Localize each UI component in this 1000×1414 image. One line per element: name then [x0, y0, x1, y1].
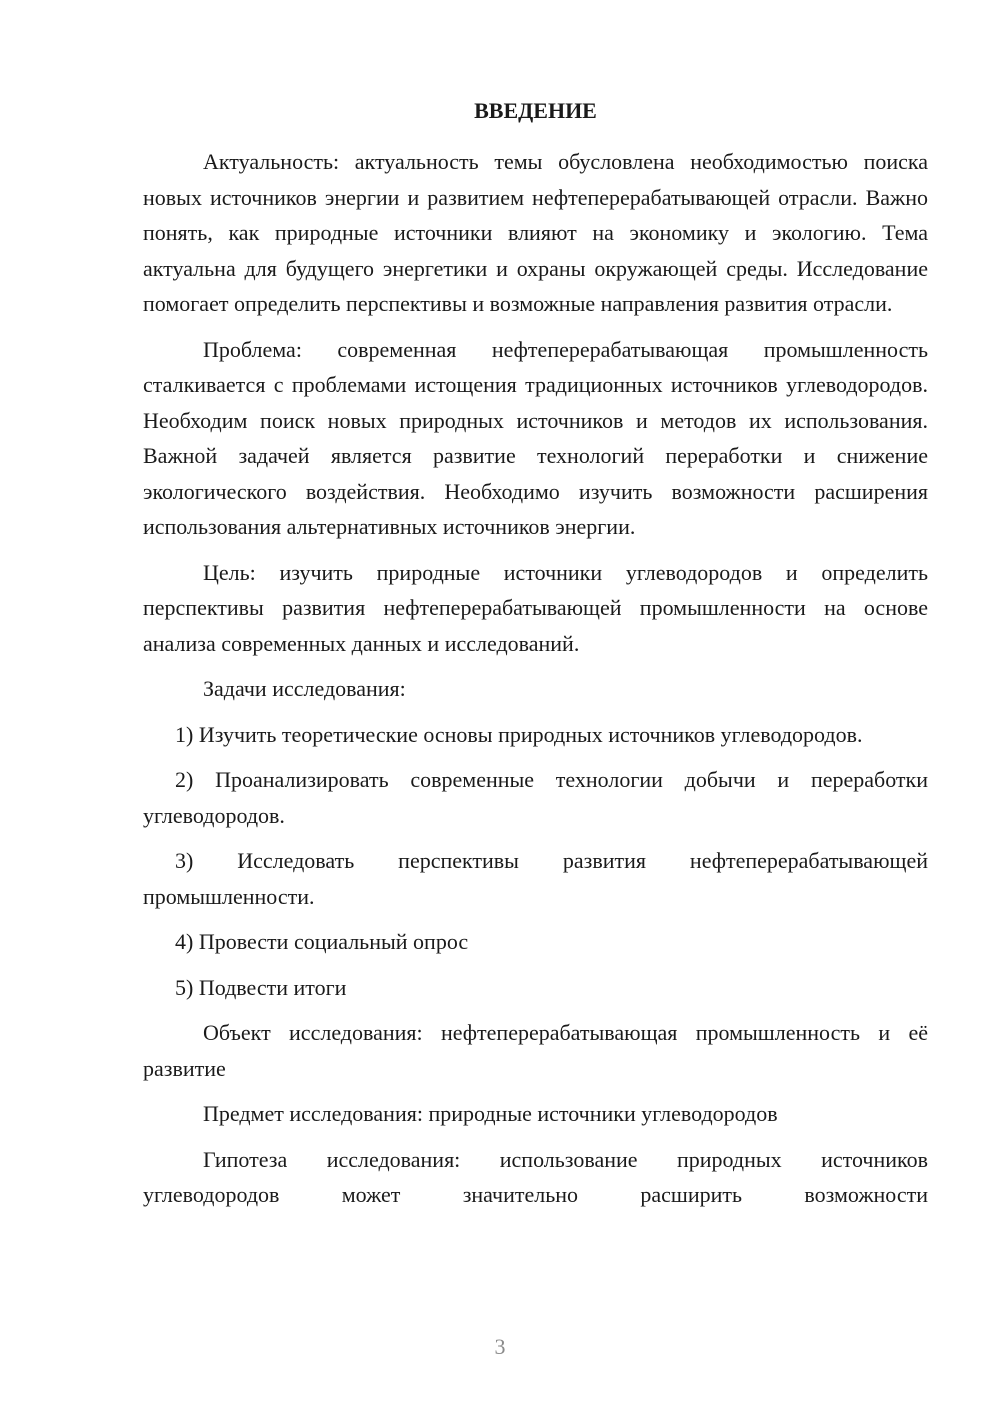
task-item-4: 4) Провести социальный опрос	[175, 929, 469, 954]
task-item-5: 5) Подвести итоги	[175, 974, 347, 1000]
hypothesis-paragraph: Гипотеза исследования: использование природных источников углеводородов может значительно расширить возможности	[143, 1146, 928, 1207]
tasks-heading: Задачи исследования:	[203, 676, 406, 701]
document-body	[143, 144, 928, 1213]
relevance-paragraph: Актуальность: актуальность темы обусловлена необходимостью поиска новых источников энергии и развитием нефтеперерабатывающей отрасли. Важно понять, как природные источники влияют на экономику и экологию. Тема актуальна для будущего энергетики и охраны окружающей среды. Исследование помогает определить перспективы и возможные направления развития отрасли.	[143, 149, 928, 316]
task-item-3: 3) Исследовать перспективы развития нефтеперерабатывающей промышленности.	[143, 848, 928, 909]
task-item-2: 2) Проанализировать современные технологии добычи и переработки углеводородов.	[143, 767, 928, 828]
page-number: 3	[494, 1334, 506, 1359]
section-title: ВВЕДЕНИЕ	[474, 98, 597, 123]
goal-paragraph: Цель: изучить природные источники углеводородов и определить перспективы развития нефтеперерабатывающей промышленности на основе анализа современных данных и исследований.	[143, 559, 928, 656]
task-item-1: 1) Изучить теоретические основы природных источников углеводородов.	[175, 721, 863, 747]
object-paragraph: Объект исследования: нефтеперерабатывающая промышленность и её развитие	[143, 1020, 928, 1081]
problem-paragraph: Проблема: современная нефтеперерабатывающая промышленность сталкивается с проблемами истощения традиционных источников углеводородов. Необходим поиск новых природных источников и методов их использования. Важной задачей является развитие технологий переработки и снижение экологического воздействия. Необходимо изучить возможности расширения использования альтернативных источников энергии.	[143, 336, 928, 539]
subject-paragraph: Предмет исследования: природные источники углеводородов	[203, 1101, 778, 1126]
